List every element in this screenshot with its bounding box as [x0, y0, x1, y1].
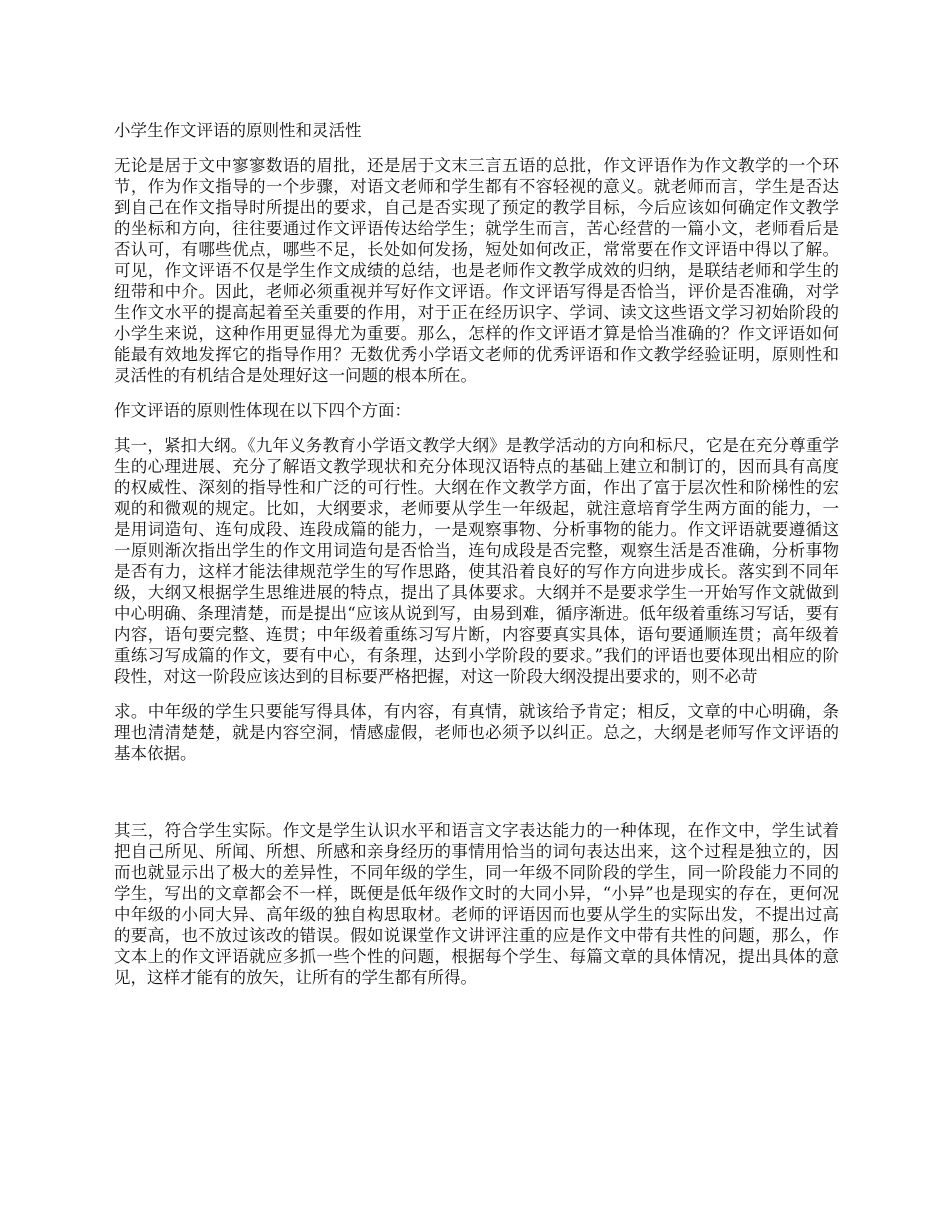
paragraph-point-one: 其一，紧扣大纲。《九年义务教育小学语文教学大纲》是教学活动的方向和标尺，它是在充分尊重学生的心理进展、充分了解语文教学现状和充分体现汉语特点的基础上建立和制订的，因而具有高度的权威性、深刻的指导性和广泛的可行性。大纲在作文教学方面，作出了富于层次性和阶梯性的宏观的和微观的规定。比如，大纲要求，老师要从学生一年级起，就注意培育学生两方面的能力，一是用词造句、连句成段、连段成篇的能力，一是观察事物、分析事物的能力。作文评语就要遵循这一原则渐次指出学生的作文用词造句是否恰当，连句成段是否完整，观察生活是否准确，分析事物是否有力，这样才能法律规范学生的写作思路，使其沿着良好的写作方向进步成长。落实到不同年级，大纲又根据学生思维进展的特点，提出了具体要求。大纲并不是要求学生一开始写作文就做到中心明确、条理清楚，而是提出“应该从说到写，由易到难，循序渐进。低年级着重练习写话，要有内容，语句要完整、连贯；中年级着重练习写片断，内容要真实具体，语句要通顺连贯；高年级着重练习写成篇的作文，要有中心，有条理，达到小学阶段的要求。”我们的评语也要体现出相应的阶段性，对这一阶段应该达到的目标要严格把握，对这一阶段大纲没提出要求的，则不必苛	[114, 436, 839, 686]
paragraph-principles-heading: 作文评语的原则性体现在以下四个方面：	[114, 401, 411, 420]
paragraph-intro: 无论是居于文中寥寥数语的眉批，还是居于文末三言五语的总批，作文评语作为作文教学的一个环节，作为作文指导的一个步骤，对语文老师和学生都有不容轻视的意义。就老师而言，学生是否达到自己在作文指导时所提出的要求，自己是否实现了预定的教学目标，今后应该如何确定作文教学的坐标和方向，往往要通过作文评语传达给学生；就学生而言，苦心经营的一篇小文，老师看后是否认可，有哪些优点，哪些不足，长处如何发扬，短处如何改正，常常要在作文评语中得以了解。可见，作文评语不仅是学生作文成绩的总结，也是老师作文教学成效的归纳，是联结老师和学生的纽带和中介。因此，老师必须重视并写好作文评语。作文评语写得是否恰当，评价是否准确，对学生作文水平的提高起着至关重要的作用，对于正在经历识字、学词、读文这些语文学习初始阶段的小学生来说，这种作用更显得尤为重要。那么，怎样的作文评语才算是恰当准确的？作文评语如何能最有效地发挥它的指导作用？无数优秀小学语文老师的优秀评语和作文教学经验证明，原则性和灵活性的有机结合是处理好这一问题的根本所在。	[114, 156, 839, 385]
document-page	[114, 120, 839, 1002]
paragraph-point-three: 其三，符合学生实际。作文是学生认识水平和语言文字表达能力的一种体现，在作文中，学生试着把自己所见、所闻、所想、所感和亲身经历的事情用恰当的词句表达出来，这个过程是独立的，因而也就显示出了极大的差异性，不同年级的学生，同一年级不同阶段的学生，同一阶段能力不同的学生，写出的文章都会不一样，既便是低年级作文时的大同小异，“小异”也是现实的存在，更何况中年级的小同大异、高年级的独自构思取材。老师的评语因而也要从学生的实际出发，不提出过高的要高，也不放过该改的错误。假如说课堂作文讲评注重的应是作文中带有共性的问题，那么，作文本上的作文评语就应多抓一些个性的问题，根据每个学生、每篇文章的具体情况，提出具体的意见，这样才能有的放矢，让所有的学生都有所得。	[114, 821, 839, 987]
section-gap	[114, 778, 839, 820]
document-title: 小学生作文评语的原则性和灵活性	[114, 121, 362, 140]
paragraph-point-one-continued: 求。中年级的学生只要能写得具体，有内容，有真情，就该给予肯定；相反，文章的中心明确，条理也清清楚楚，就是内容空洞，情感虚假，老师也必须予以纠正。总之，大纲是老师写作文评语的基本依据。	[114, 702, 839, 763]
